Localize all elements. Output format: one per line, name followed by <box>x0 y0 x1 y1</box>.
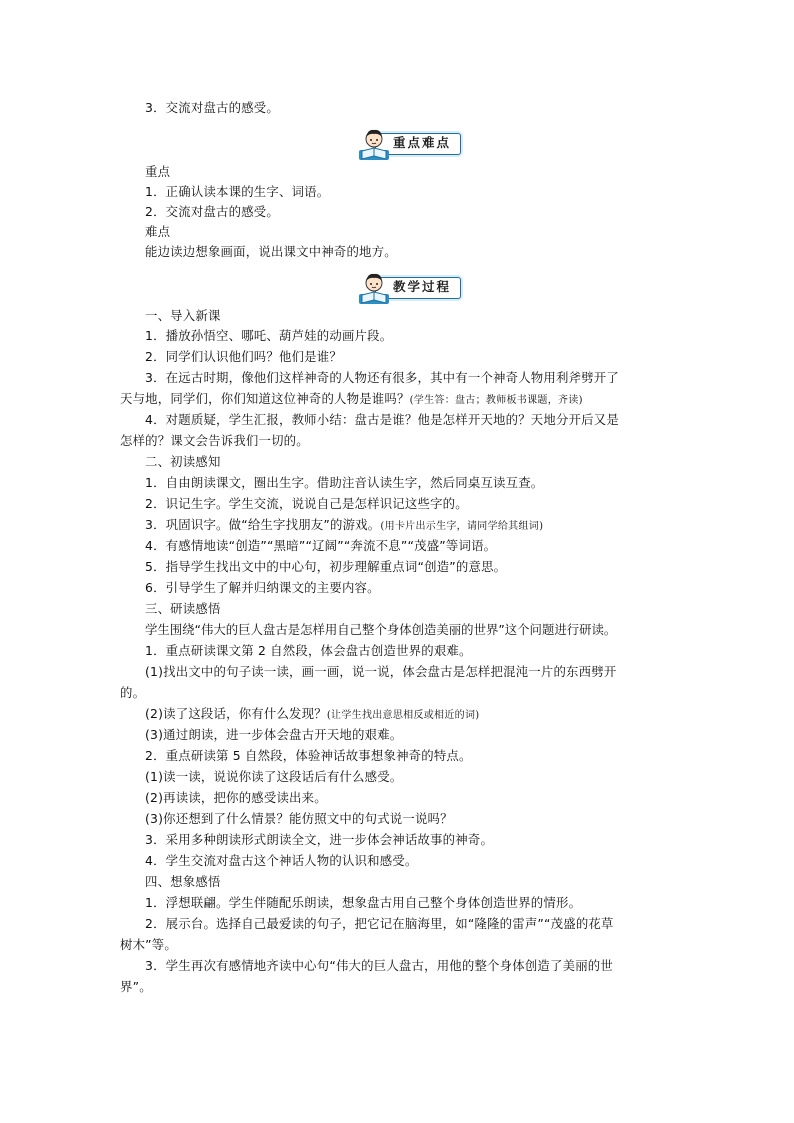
section-heading: 四、想象感悟 <box>145 874 221 889</box>
badge-label: 教学过程 <box>392 279 451 294</box>
text-line: 3．学生再次有感情地齐读中心句“伟大的巨人盘古，用他的整个身体创造了美丽的世 <box>145 958 613 973</box>
text-line: 1．正确认读本课的生字、词语。 <box>145 184 330 199</box>
text-line: 4．有感情地读“创造”“黑暗”“辽阔”“奔流不息”“茂盛”等词语。 <box>145 538 497 553</box>
text-line: (1)找出文中的句子读一读，画一画，说一说，体会盘古是怎样把混沌一片的东西劈开 <box>145 664 617 679</box>
text-line <box>145 704 676 726</box>
text-line: 1．播放孙悟空、哪吒、葫芦娃的动画片段。 <box>145 328 393 343</box>
text-line: 2．展示台。选择自己最爱读的句子，把它记在脑海里，如“隆隆的雷声”“茂盛的花草 <box>145 916 614 931</box>
text-line: 能边读边想象画面，说出课文中神奇的地方。 <box>145 244 397 259</box>
section-badge-teaching-process <box>357 272 461 302</box>
text-line: 学生围绕“伟大的巨人盘古是怎样用自己整个身体创造美丽的世界”这个问题进行研读。 <box>145 622 617 637</box>
subheading: 难点 <box>145 224 171 239</box>
text-line: 2．重点研读第 5 自然段，体验神话故事想象神奇的特点。 <box>145 748 472 763</box>
text-line: 4．学生交流对盘古这个神话人物的认识和感受。 <box>145 853 418 868</box>
text-line: 1．浮想联翩。学生伴随配乐朗读，想象盘古用自己整个身体创造世界的情形。 <box>145 895 582 910</box>
text-line: (3)通过朗读，进一步体会盘古开天地的艰难。 <box>145 727 403 742</box>
subheading: 重点 <box>145 164 171 179</box>
text-line: (1)读一读，说说你读了这段话后有什么感受。 <box>145 769 403 784</box>
text-line: (2)再读读，把你的感受读出来。 <box>145 790 327 805</box>
text-line <box>120 389 676 411</box>
text-line: 3．在远古时期，像他们这样神奇的人物还有很多，其中有一个神奇人物用利斧劈开了 <box>145 370 619 385</box>
annotation-note: (学生答：盘古；教师板书课题，齐读) <box>409 395 583 406</box>
text-line: 1．自由朗读课文，圈出生字。借助注音认读生字，然后同桌互读互查。 <box>145 475 544 490</box>
text-line: 3．交流对盘古的感受。 <box>145 100 279 115</box>
text-line: 2．识记生字。学生交流，说说自己是怎样识记这些字的。 <box>145 496 468 511</box>
annotation-note: (用卡片出示生字，请同学给其组词) <box>380 521 544 532</box>
text-line: 3．采用多种朗读形式朗读全文，进一步体会神话故事的神奇。 <box>145 832 494 847</box>
text-line <box>145 515 676 537</box>
text-line: 树木”等。 <box>120 937 177 952</box>
text-span: 3．巩固识字。做“给生字找朋友”的游戏。 <box>145 517 381 532</box>
text-line: 6．引导学生了解并归纳课文的主要内容。 <box>145 580 380 595</box>
badge-label: 重点难点 <box>392 135 451 150</box>
text-line: 的。 <box>120 685 146 700</box>
annotation-note: (让学生找出意思相反或相近的词) <box>326 710 480 721</box>
text-line: 5．指导学生找出文中的中心句，初步理解重点词“创造”的意思。 <box>145 559 507 574</box>
section-heading: 二、初读感知 <box>145 454 221 469</box>
text-line: 界”。 <box>120 979 152 994</box>
text-line: 2．交流对盘古的感受。 <box>145 204 279 219</box>
text-line: 1．重点研读课文第 2 自然段，体会盘古创造世界的艰难。 <box>145 643 472 658</box>
text-span: 天与地，同学们，你们知道这位神奇的人物是谁吗？ <box>120 391 410 406</box>
text-span: (2)读了这段话，你有什么发现？ <box>145 706 327 721</box>
section-heading: 三、研读感悟 <box>145 601 221 616</box>
text-line: (3)你还想到了什么情景？能仿照文中的句式说一说吗？ <box>145 811 453 826</box>
section-heading: 一、导入新课 <box>145 308 221 323</box>
section-badge-key-points <box>357 128 461 158</box>
text-line: 4．对题质疑，学生汇报，教师小结：盘古是谁？他是怎样开天地的？天地分开后又是 <box>145 412 619 427</box>
text-line: 2．同学们认识他们吗？他们是谁？ <box>145 349 342 364</box>
text-line: 怎样的？课文会告诉我们一切的。 <box>120 433 309 448</box>
